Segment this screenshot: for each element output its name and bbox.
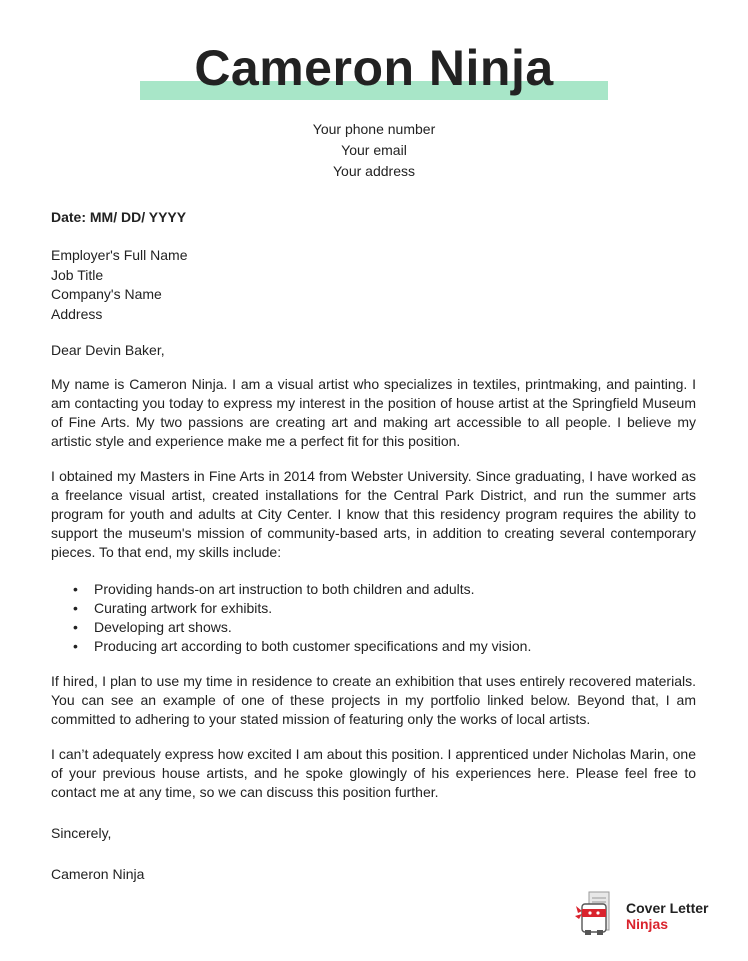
logo-wordmark	[626, 900, 708, 932]
recipient-block	[51, 246, 696, 324]
letter-header	[0, 0, 748, 110]
recipient-name: Employer's Full Name	[51, 247, 188, 263]
list-item: • Producing art according to both customer specifications and my vision.	[73, 638, 532, 654]
letter-date: Date: MM/ DD/ YYYY	[51, 209, 187, 225]
skills-list	[51, 580, 696, 656]
contact-address: Your address	[333, 163, 415, 179]
paragraph-plan: If hired, I plan to use my time in residence to create an exhibition that uses entirely recovered materials. You can see an example of one of these projects in my portfolio linked below. Beyond that, I am committed to adhering to your stated mission of featuring only the works of local artists.	[51, 673, 696, 727]
paragraph-closing: I can’t adequately express how excited I am about this position. I apprenticed under Nicholas Marin, one of your previous house artists, and he spoke glowingly of his experiences here. Please feel free to contact me at any time, so we can discuss this position further.	[51, 746, 696, 800]
letter-body	[51, 208, 696, 884]
contact-phone: Your phone number	[312, 121, 436, 137]
list-item: • Developing art shows.	[73, 619, 232, 635]
paragraph-experience: I obtained my Masters in Fine Arts in 2014 from Webster University. Since graduating, I have worked as a freelance visual artist, created installations for the Central Park District, and run the summer arts program for youth and adults at City Center. I know that this residency program requires the ability to support the museum's mission of community-based arts, in addition to creating several contemporary pieces. To that end, my skills include:	[51, 468, 696, 560]
contact-email: Your email	[341, 142, 407, 158]
applicant-name-title: Cameron Ninja	[194, 40, 554, 96]
logo-line-2: Ninjas	[626, 916, 669, 932]
paragraph-intro: My name is Cameron Ninja. I am a visual artist who specializes in textiles, printmaking, and painting. I am contacting you today to express my interest in the position of house artist at the Springfield Museum of Fine Arts. My two passions are creating art and making art accessible to all people. I believe my artistic style and experience make me a perfect fit for this position.	[51, 376, 696, 449]
list-item: • Curating artwork for exhibits.	[73, 600, 273, 616]
contact-block	[0, 119, 748, 182]
bullet-icon: •	[73, 600, 78, 616]
recipient-address: Address	[51, 305, 103, 322]
list-item: • Providing hands-on art instruction to both children and adults.	[73, 581, 475, 597]
bullet-icon: •	[73, 619, 78, 635]
cover-letter-ninjas-logo	[575, 890, 725, 936]
logo-line-1: Cover Letter	[626, 900, 709, 916]
recipient-title: Job Title	[51, 266, 104, 283]
signature: Cameron Ninja	[51, 866, 145, 882]
ninja-mascot-icon	[575, 890, 617, 936]
closing: Sincerely,	[51, 825, 112, 841]
bullet-icon: •	[73, 581, 78, 597]
salutation: Dear Devin Baker,	[51, 342, 165, 358]
recipient-company: Company's Name	[51, 286, 162, 302]
bullet-icon: •	[73, 638, 78, 654]
